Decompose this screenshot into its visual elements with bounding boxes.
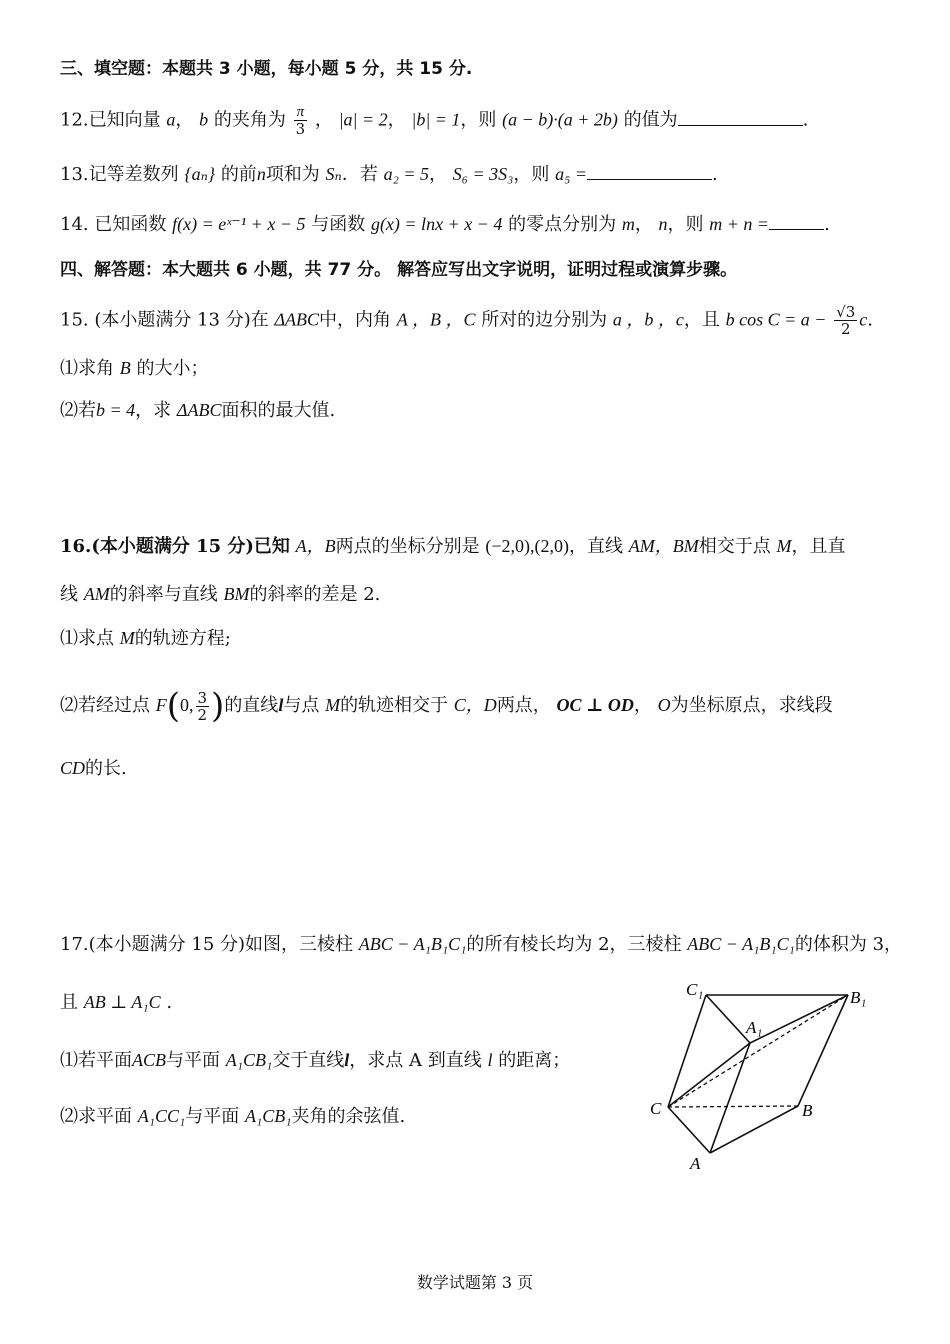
q17-p1-l: l [344, 1050, 350, 1070]
q16-m: M [776, 536, 792, 556]
q16-p2-perp: OC ⊥ OD [556, 695, 634, 715]
q12-norm-a: |a| = 2 [338, 109, 388, 130]
q13-text: 项和为 [265, 164, 320, 185]
q14-end: . [824, 214, 830, 235]
q15-triangle: ΔABC [274, 309, 320, 330]
label-a1: A₁ [746, 1018, 763, 1037]
q16-p1-prefix: ⑴求点 [60, 628, 114, 649]
q15-condition-left: b cos C = a − [725, 309, 827, 330]
q16-prefix: 16.(本小题满分 15 分)已知 [60, 536, 290, 557]
q17-text: 的所有棱长均为 2，三棱柱 [466, 934, 682, 955]
label-b1: B₁ [850, 988, 867, 1007]
q16-p2-f: F [155, 695, 167, 715]
section-3-heading: 三、填空题：本题共 3 小题，每小题 5 分，共 15 分. [60, 59, 473, 79]
q17-text: 与平面 [185, 1106, 240, 1127]
q17-prism: ABC − A₁B₁C₁ [358, 934, 467, 954]
q17-prism: ABC − A₁B₁C₁ [687, 934, 795, 954]
q16-p2-l: l [278, 695, 284, 715]
q17-p2-prefix: ⑵求平面 [60, 1106, 132, 1127]
q15-end: . [867, 309, 874, 331]
q16-text: 线 [60, 584, 78, 605]
q17-part-1 [60, 1046, 600, 1075]
edge-b1-b [798, 995, 848, 1106]
q15-p2-mid: ，求 [135, 400, 172, 421]
q16-part-2-line-2 [60, 754, 910, 783]
q16-points: A，B [295, 536, 336, 556]
q15-text: ，且 [683, 309, 720, 331]
q16-right-paren: ) [211, 686, 225, 726]
q16-text: 的斜率的差是 2. [249, 584, 381, 605]
q12-angle-den: 3 [295, 120, 306, 138]
q14-prefix: 14. 已知函数 [60, 214, 167, 235]
q15-text: 中，内角 [319, 309, 392, 331]
q14-n: n [658, 214, 668, 234]
q13-end: . [712, 164, 718, 185]
q12-answer-blank[interactable] [678, 107, 803, 126]
edge-a-b [710, 1106, 798, 1153]
q14-sep: ， [634, 214, 653, 235]
question-15 [60, 304, 910, 337]
q17-text: 的体积为 3， [794, 934, 903, 955]
q17-text: . [166, 992, 173, 1013]
q17-p1-prefix: ⑴若平面 [60, 1050, 132, 1071]
q16-am: AM [83, 584, 110, 604]
q13-sep: ， [428, 164, 447, 185]
q13-text: 的前 [220, 164, 257, 185]
q17-text: 交于直线 [272, 1050, 345, 1071]
q16-fraction [196, 690, 210, 723]
q14-text: ，则 [667, 214, 704, 235]
edge-c1-a1 [706, 995, 750, 1043]
q13-answer-blank[interactable] [587, 161, 712, 180]
q16-text: 为坐标原点，求线段 [670, 695, 833, 716]
q12-angle-num: π [294, 104, 308, 121]
q17-text: 与平面 [166, 1050, 220, 1071]
q16-text: 与点 [283, 695, 320, 716]
q15-text: 所对的边分别为 [481, 309, 608, 331]
q15-part-1 [60, 354, 910, 383]
q15-sides: a ，b ，c [612, 309, 684, 330]
q16-lines: AM，BM [628, 536, 699, 556]
q15-p2-prefix: ⑵若 [60, 400, 96, 421]
q12-sep: ， [175, 109, 194, 131]
q12-expression: (a − b)·(a + 2b) [502, 109, 618, 130]
q16-text: ，且直 [791, 536, 846, 557]
question-13 [60, 160, 910, 189]
q15-sqrt3-fraction [834, 304, 857, 337]
label-a: A [690, 1154, 701, 1173]
edge-a1-b1 [750, 995, 848, 1043]
q13-sn: Sₙ [325, 164, 342, 184]
q12-text: ， [314, 109, 333, 131]
q13-n: n [256, 164, 266, 184]
q16-p1-suffix: 的轨迹方程; [134, 628, 231, 649]
q12-prefix: 12.已知向量 [60, 109, 161, 131]
q15-p2-cond: b = 4 [96, 400, 136, 420]
q16-text: 的长. [85, 758, 127, 779]
q16-text: 两点的坐标分别是 [335, 536, 480, 557]
q16-coords: (−2,0),(2,0) [485, 536, 570, 556]
label-b: B [802, 1101, 813, 1120]
q12-vector-a: a [166, 109, 176, 130]
section-4-heading: 四、解答题：本大题共 6 小题，共 77 分。 解答应写出文字说明，证明过程或演算步骤。 [60, 260, 738, 280]
q17-prefix: 17.(本小题满分 15 分)如图，三棱柱 [60, 934, 354, 955]
label-c1: C₁ [686, 980, 704, 999]
q16-text: 相交于点 [698, 536, 771, 557]
q16-part-1 [60, 624, 910, 653]
q17-text: 的距离； [498, 1050, 571, 1071]
q13-condition-2: S₆ = 3S₃ [452, 164, 514, 184]
edge-c-a [668, 1107, 710, 1153]
hidden-edge-c-b [668, 1106, 798, 1107]
q16-left-paren: ( [166, 686, 180, 726]
q14-m: m [621, 214, 635, 234]
q16-text: 的轨迹相交于 [340, 695, 449, 716]
prism-figure [640, 975, 880, 1175]
q15-cond-den: 2 [840, 320, 851, 338]
question-14 [60, 210, 910, 239]
q12-text: 的夹角为 [213, 109, 286, 131]
q15-prefix: 15. (本小题满分 13 分)在 [60, 309, 269, 331]
page-footer: 数学试题第 3 页 [416, 1273, 534, 1292]
q12-text: 的值为 [623, 109, 678, 131]
q16-text: ， [633, 695, 652, 716]
q15-p1-suffix: 的大小； [136, 358, 209, 379]
q17-condition: AB ⊥ A₁C [83, 992, 161, 1012]
q16-text: 两点， [496, 695, 551, 716]
q12-sep: ， [387, 109, 406, 131]
q16-p2-cd: C，D [453, 695, 497, 715]
q12-norm-b: |b| = 1 [411, 109, 461, 130]
q17-p1-l2: l [487, 1050, 493, 1070]
q17-p2-plane-1: A₁CC₁ [137, 1106, 186, 1126]
q17-text: 且 [60, 992, 78, 1013]
q12-vector-b: b [199, 109, 209, 130]
q16-p2-cd-segment: CD [60, 758, 86, 778]
q16-text: 的直线 [224, 695, 279, 716]
question-16 [60, 532, 910, 561]
q17-part-2 [60, 1102, 600, 1131]
question-12 [60, 104, 910, 137]
q16-p2-m: M [325, 695, 341, 715]
q15-p2-triangle: ΔABC [176, 400, 222, 420]
q15-condition-right: c [859, 309, 868, 330]
q16-text: 的斜率与直线 [109, 584, 218, 605]
q14-function-g: g(x) = lnx + x − 4 [370, 214, 503, 234]
q15-p2-suffix: 面积的最大值. [221, 400, 336, 421]
label-c: C [650, 1099, 662, 1118]
q14-text: 的零点分别为 [508, 214, 617, 235]
q13-ask: a₅ = [555, 164, 588, 184]
q16-line-2 [60, 580, 910, 609]
q16-p2-den: 2 [197, 705, 208, 724]
q14-function-f: f(x) = eˣ⁻¹ + x − 5 [172, 214, 306, 234]
q16-bm: BM [223, 584, 250, 604]
q17-p1-plane-2: A₁CB₁ [225, 1050, 273, 1070]
q12-angle-fraction [294, 104, 308, 137]
hidden-segment-c-b1 [668, 995, 848, 1107]
q15-p1-prefix: ⑴求角 [60, 358, 114, 379]
q13-sequence: {aₙ} [184, 164, 216, 184]
q15-p1-var: B [119, 358, 131, 378]
edge-c1-c [668, 995, 706, 1107]
q16-text: ，直线 [569, 536, 624, 557]
q16-p2-prefix: ⑵若经过点 [60, 695, 150, 716]
q17-p2-plane-2: A₁CB₁ [245, 1106, 292, 1126]
q15-angles: A ，B ，C [396, 309, 476, 330]
q13-condition-1: a₂ = 5 [383, 164, 429, 184]
q16-p2-num: 3 [197, 688, 208, 707]
q16-p2-o: O [657, 695, 671, 715]
q14-text: 与函数 [311, 214, 366, 235]
question-17 [60, 930, 910, 959]
q16-part-2 [60, 683, 910, 728]
q13-text: ，则 [513, 164, 550, 185]
q15-part-2 [60, 396, 910, 425]
q17-text: ，求点 A 到直线 [349, 1050, 482, 1071]
q12-end: . [802, 109, 809, 131]
q17-p1-plane-1: ACB [132, 1050, 166, 1070]
q15-cond-num: √3 [836, 303, 856, 321]
q13-prefix: 13.记等差数列 [60, 164, 179, 185]
q14-ask: m + n = [709, 214, 770, 234]
q16-p1-m: M [119, 628, 135, 648]
q13-text: ．若 [341, 164, 378, 185]
q17-text: 夹角的余弦值. [291, 1106, 406, 1127]
q16-p2-x: 0, [180, 695, 194, 715]
q14-answer-blank[interactable] [769, 211, 824, 230]
q12-text: ，则 [460, 109, 497, 131]
